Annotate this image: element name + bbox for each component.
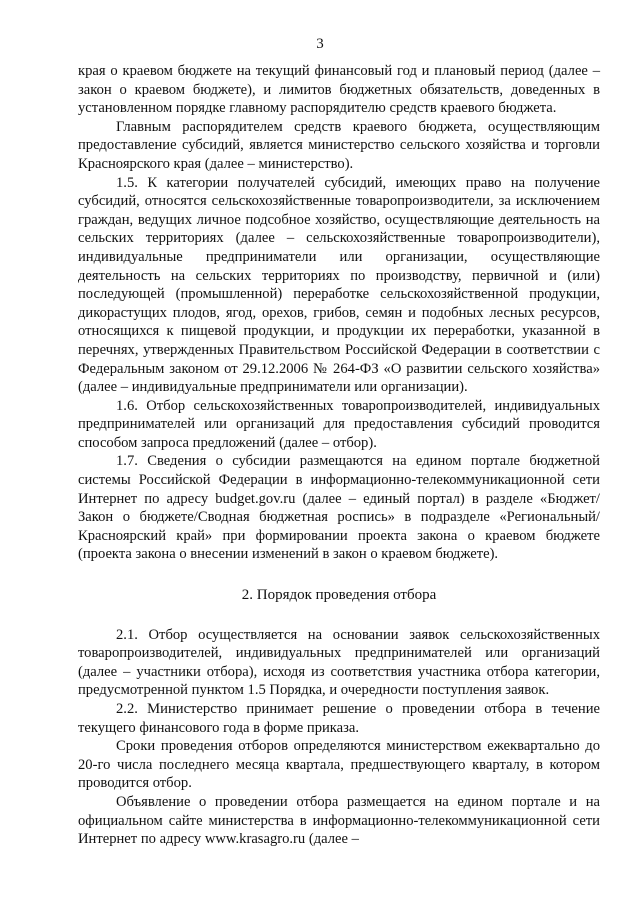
paragraph-selection-dates: Сроки проведения отборов определяются министерством ежеквартально до 20-го числа последнего месяца квартала, предшествующего кварталу, в котором проводится отбор. (78, 738, 600, 792)
page-number: 3 (316, 36, 324, 52)
section-heading: 2. Порядок проведения отбора (241, 587, 437, 604)
paragraph-2-2-decision: 2.2. Министерство принимает решение о проведении отбора в течение текущего финансового года в форме приказа. (78, 701, 600, 736)
paragraph-1-7-portal: 1.7. Сведения о субсидии размещаются на едином портале бюджетной системы Российской Федерации в информационно-телекоммуникационной сети Интернет по адресу budget.gov.ru (далее – единый портал) в разделе «Бюджет/Закон о бюджете/Сводная бюджетная роспись» в подразделе «Региональный/Красноярский край» при формировании проекта закона о краевом бюджете (проекта закона о внесении изменений в закон о краевом бюджете). (78, 453, 600, 563)
paragraph-2-1-applications: 2.1. Отбор осуществляется на основании заявок сельскохозяйственных товаропроизводителей, индивидуальных предпринимателей или организаций (далее – участники отбора), исходя из соответствия участника отбора категории, предусмотренной пунктом 1.5 Порядка, и очередности поступления заявок. (78, 626, 600, 699)
paragraph-announcement: Объявление о проведении отбора размещается на едином портале и на официальном сайте министерства в информационно-телекоммуникационной сети Интернет по адресу www.krasagro.ru (далее – (78, 793, 600, 848)
paragraph-budget-limits: края о краевом бюджете на текущий финансовый год и плановый период (далее – закон о краевом бюджете), и лимитов бюджетных обязательств, доведенных в установленном порядке главному распорядителю средств краевого бюджета. (78, 63, 600, 117)
paragraph-main-distributor: Главным распорядителем средств краевого бюджета, осуществляющим предоставление субсидий, является министерство сельского хозяйства и торговли Красноярского края (далее – министерство). (78, 118, 600, 172)
document-body (78, 62, 600, 849)
paragraph-1-6-selection: 1.6. Отбор сельскохозяйственных товаропроизводителей, индивидуальных предпринимателей или организаций для предоставления субсидий проводится способом запроса предложений (далее – отбор). (78, 397, 600, 451)
paragraph-1-5-recipients: 1.5. К категории получателей субсидий, имеющих право на получение субсидий, относятся сельскохозяйственные товаропроизводители, за исключением граждан, ведущих личное подсобное хозяйство, осуществляющие деятельность на сельских территориях (далее – сельскохозяйственные товаропроизводители), индивидуальные предприниматели или организации, осуществляющие деятельность на сельских территориях по производству, первичной и (или) последующей (промышленной) переработке сельскохозяйственной продукции, дикорастущих плодов, ягод, орехов, грибов, семян и подобных лесных ресурсов, относящихся к пищевой продукции, и продукции их переработки, указанной в перечнях, утвержденных Правительством Российской Федерации в соответствии с Федеральным законом от 29.12.2006 № 264-ФЗ «О развитии сельского хозяйства» (далее – индивидуальные предприниматели или организации). (78, 174, 600, 396)
